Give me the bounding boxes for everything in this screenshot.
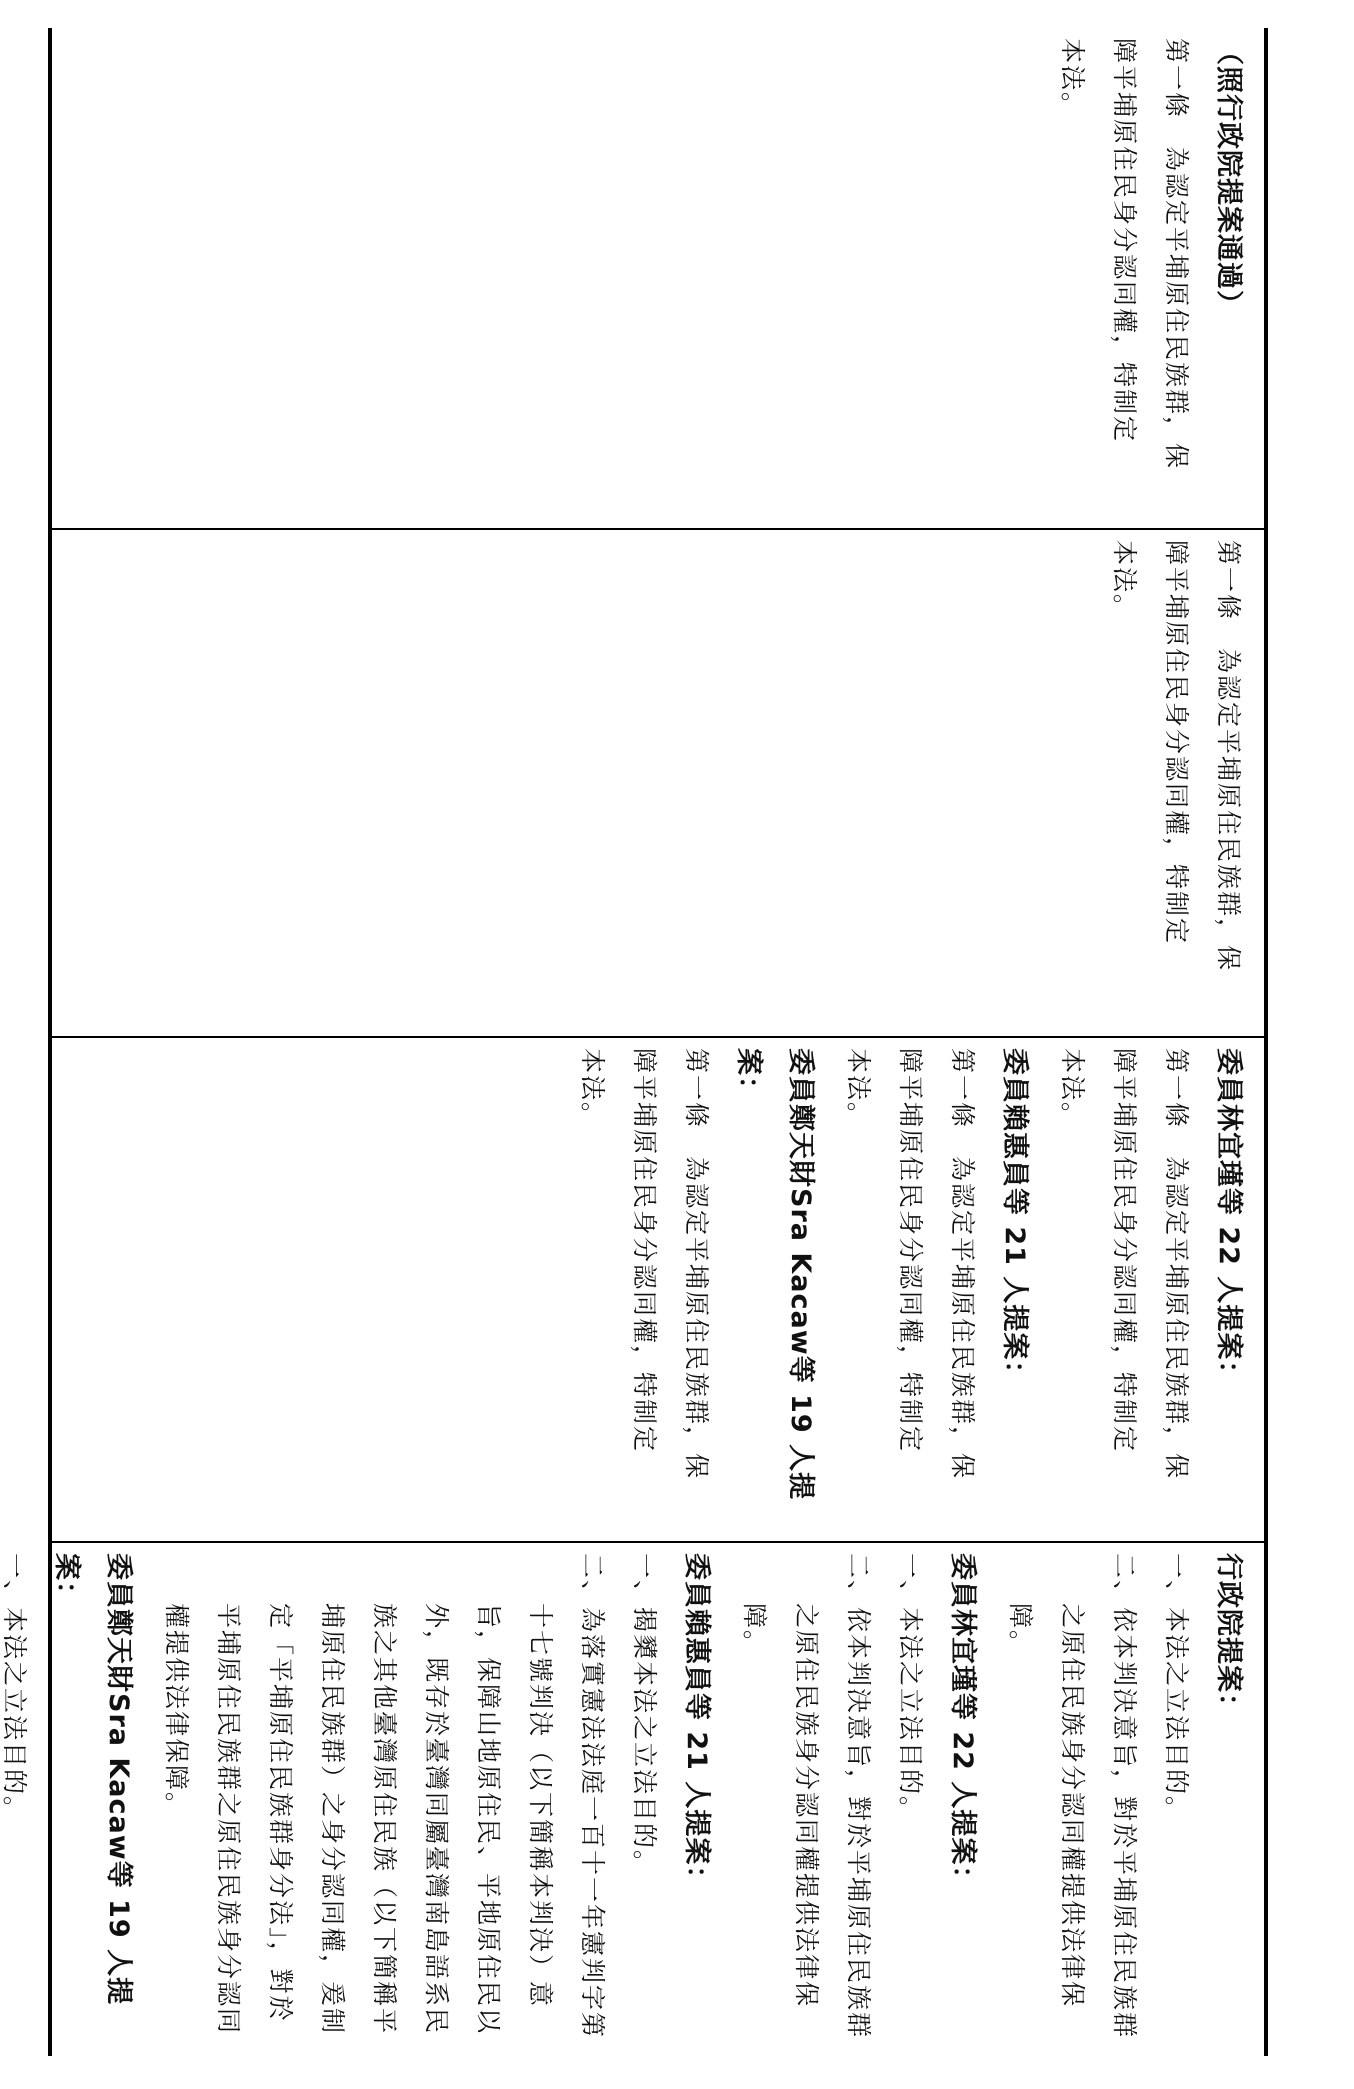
proposal-heading: 委員林宜瑾等 22 人提案：	[1213, 1048, 1244, 1389]
article-line: 第一條 為認定平埔原住民族群，保	[682, 1048, 711, 1481]
article-line: 第一條 為認定平埔原住民族群，保	[1214, 540, 1243, 973]
article-line: 障平埔原住民身分認同權，特制定	[1110, 38, 1139, 444]
article-line: 本法。	[1058, 38, 1087, 120]
explanation-block	[728, 1553, 988, 2048]
article-line: 第一條 為認定平埔原住民族群，保	[1162, 1048, 1191, 1481]
explanation-block	[994, 1553, 1254, 2048]
explanation-item: 二、依本判決意旨，對於平埔原住民族群之原住民族身分認同權提供法律保障。	[740, 1553, 873, 2040]
executive-article-column	[52, 528, 1264, 1036]
article-line: 本法。	[1110, 540, 1139, 622]
article-line: 障平埔原住民身分認同權，特制定	[1162, 540, 1191, 946]
comparison-table	[0, 28, 1268, 2056]
explanation-item: 一、本法之立法目的。	[0, 1553, 29, 1824]
explanation-item: 一、揭櫫本法之立法目的。	[630, 1553, 659, 1878]
article-line: 本法。	[1058, 1048, 1087, 1130]
article-line: 本法。	[578, 1048, 607, 1130]
article-line: 第一條 為認定平埔原住民族群，保	[1162, 38, 1191, 471]
explanation-heading: 委員鄭天財Sra Kacaw等 19 人提案：	[51, 1553, 134, 2006]
proposal-block	[832, 1048, 1040, 1533]
review-result-column	[52, 28, 1264, 528]
explanation-item: 二、為落實憲法法庭一百十一年憲判字第十七號判決（以下簡稱本判決）意旨，保障山地原住民、平地原住民以外，既存於臺灣同屬臺灣南島語系民族之其他臺灣原住民族（以下簡稱平埔原住民族群）之身分認同權，爰制定「平埔原住民族群身分法」，對於平埔原住民族群之原住民族身分認同權提供法律保障。	[162, 1553, 607, 2040]
proposal-heading: 委員鄭天財Sra Kacaw等 19 人提案：	[733, 1048, 816, 1501]
explanation-heading: 委員林宜瑾等 22 人提案：	[947, 1553, 978, 1894]
legislator-proposals-column	[52, 1036, 1264, 1541]
explanation-block	[0, 1553, 144, 2048]
article-line: 障平埔原住民身分認同權，特制定	[630, 1048, 659, 1454]
review-result-heading: （照行政院提案通過）	[1213, 38, 1244, 318]
explanation-item: 一、本法之立法目的。	[896, 1553, 925, 1824]
explanation-column	[0, 1541, 1264, 2056]
explanation-item: 一、本法之立法目的。	[1162, 1553, 1191, 1824]
proposal-heading: 委員賴惠員等 21 人提案：	[999, 1048, 1030, 1389]
article-line: 障平埔原住民身分認同權，特制定	[1110, 1048, 1139, 1454]
explanation-item: 二、依本判決意旨，對於平埔原住民族群之原住民族身分認同權提供法律保障。	[1006, 1553, 1139, 2040]
article-line: 第一條 為認定平埔原住民族群，保	[948, 1048, 977, 1481]
explanation-heading: 行政院提案：	[1213, 1553, 1244, 1721]
article-line: 本法。	[844, 1048, 873, 1130]
article-line: 障平埔原住民身分認同權，特制定	[896, 1048, 925, 1454]
explanation-block	[150, 1553, 722, 2048]
explanation-heading: 委員賴惠員等 21 人提案：	[681, 1553, 712, 1894]
proposal-block	[566, 1048, 826, 1533]
proposal-block	[1046, 1048, 1254, 1533]
